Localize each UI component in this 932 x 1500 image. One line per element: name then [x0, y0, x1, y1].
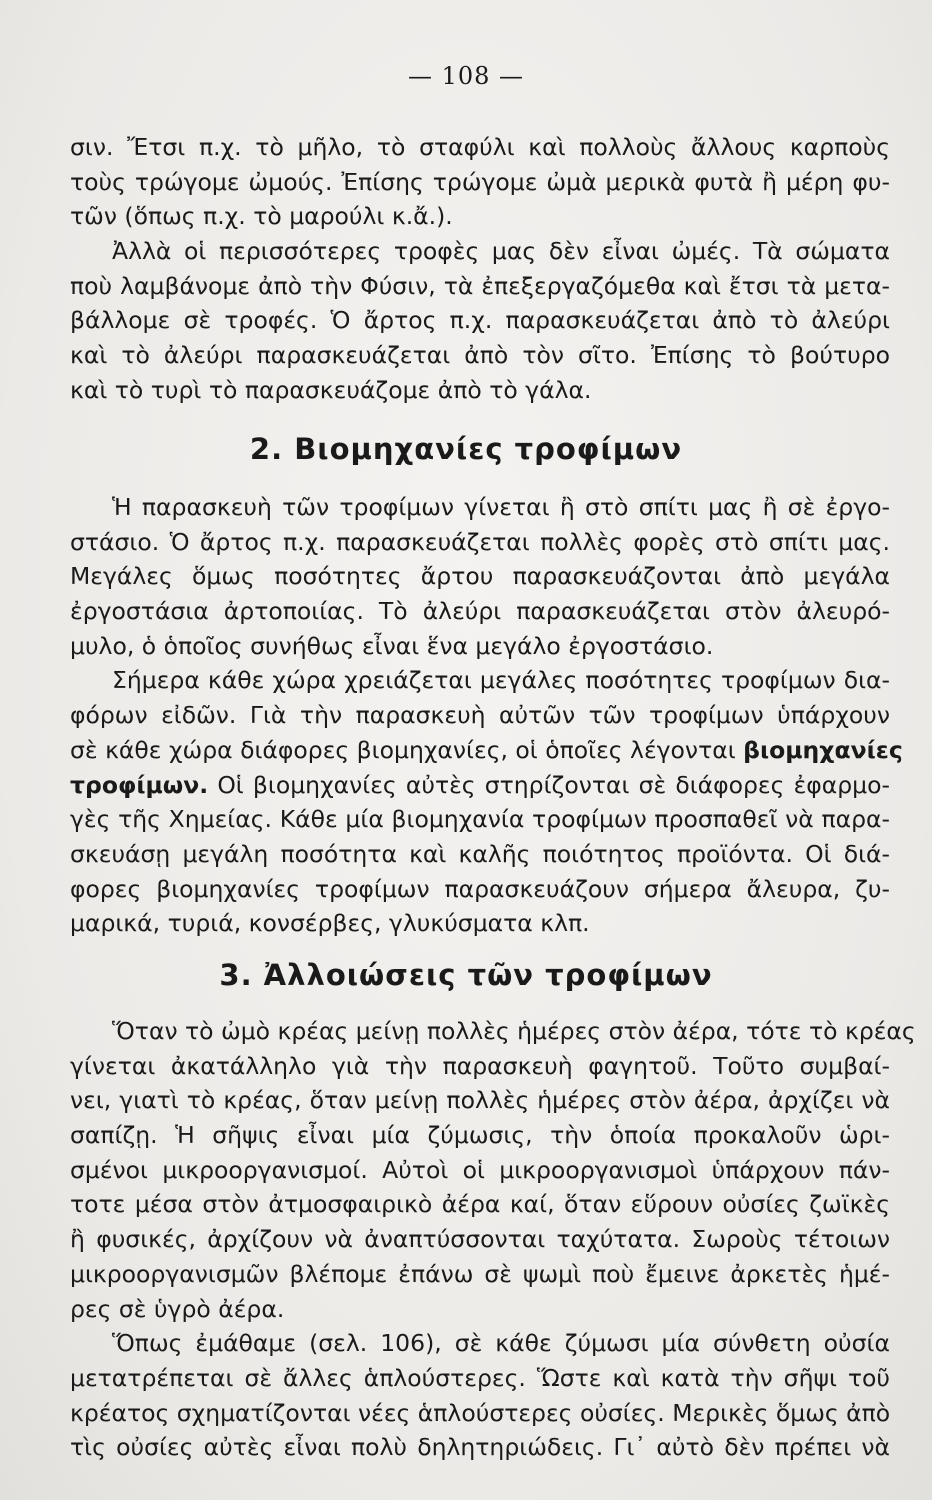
- section-heading-food-spoilage: 3. Ἀλλοιώσεις τῶν τροφίμων: [219, 958, 713, 992]
- text-line: νει, γιατὶ τὸ κρέας, ὅταν μείνῃ πολλὲς ἡμέρες στὸν ἀέρα, ἀρχίζει νὰ: [70, 1086, 890, 1115]
- section-heading-food-industries: 2. Βιομηχανίες τροφίμων: [249, 432, 683, 466]
- text-line: σαπίζῃ. Ἡ σῆψις εἶναι μία ζύμωσις, τὴν ὁποία προκαλοῦν ὡρι-: [70, 1121, 890, 1150]
- text-segment: Οἱ βιομηχανίες αὐτὲς στηρίζονται σὲ διάφορες ἐφαρμο-: [217, 770, 890, 799]
- text-line: [70, 733, 903, 768]
- text-line: τοτε μέσα στὸν ἀτμοσφαιρικὸ ἀέρα καί, ὅταν εὕρουν οὐσίες ζωϊκὲς: [70, 1190, 890, 1219]
- text-line: φορες βιομηχανίες τροφίμων παρασκευάζουν σήμερα ἄλευρα, ζυ-: [70, 874, 890, 903]
- text-line: τοὺς τρώγομε ὠμούς. Ἐπίσης τρώγομε ὠμὰ μερικὰ φυτὰ ἢ μέρη φυ-: [70, 167, 890, 196]
- text-line: φόρων εἰδῶν. Γιὰ τὴν παρασκευὴ αὐτῶν τῶν τροφίμων ὑπάρχουν: [70, 701, 890, 730]
- text-line: γὲς τῆς Χημείας. Κάθε μία βιομηχανία τροφίμων προσπαθεῖ νὰ παρα-: [70, 805, 890, 834]
- text-line: Μεγάλες ὅμως ποσότητες ἄρτου παρασκευάζονται ἀπὸ μεγάλα: [70, 562, 890, 591]
- bold-term: βιομηχανίες: [743, 735, 903, 764]
- text-line: σμένοι μικροοργανισμοί. Αὐτοὶ οἱ μικροοργανισμοὶ ὑπάρχουν πάν-: [70, 1155, 890, 1184]
- text-line: ἐργοστάσια ἀρτοποιίας. Τὸ ἀλεύρι παρασκευάζεται στὸν ἀλευρό-: [70, 597, 890, 626]
- text-line: μαρικά, τυριά, κονσέρβες, γλυκύσματα κλπ.: [70, 909, 590, 938]
- text-line: [70, 768, 890, 803]
- text-line: μυλο, ὁ ὁποῖος συνήθως εἶναι ἕνα μεγάλο ἐργοστάσιο.: [70, 631, 714, 660]
- text-line: ποὺ λαμβάνομε ἀπὸ τὴν Φύσιν, τὰ ἐπεξεργαζόμεθα καὶ ἔτσι τὰ μετα-: [70, 271, 890, 300]
- text-line: Ἀλλὰ οἱ περισσότερες τροφὲς μας δὲν εἶναι ὠμές. Τὰ σώματα: [112, 237, 890, 266]
- text-line: τὶς οὐσίες αὐτὲς εἶναι πολὺ δηλητηριώδεις. Γι᾽ αὐτὸ δὲν πρέπει νὰ: [70, 1433, 890, 1462]
- text-line: τῶν (ὅπως π.χ. τὸ μαρούλι κ.ἄ.).: [70, 202, 453, 231]
- text-line: καὶ τὸ τυρὶ τὸ παρασκευάζομε ἀπὸ τὸ γάλα.: [70, 375, 592, 404]
- text-line: μικροοργανισμῶν βλέπομε ἐπάνω σὲ ψωμὶ ποὺ ἔμεινε ἀρκετὲς ἡμέ-: [70, 1259, 890, 1288]
- text-line: ρες σὲ ὑγρὸ ἀέρα.: [70, 1294, 285, 1323]
- text-segment: σὲ κάθε χώρα διάφορες βιομηχανίες, οἱ ὁποῖες λέγονται: [70, 735, 736, 764]
- text-line: μετατρέπεται σὲ ἄλλες ἁπλούστερες. Ὥστε καὶ κατὰ τὴν σῆψι τοῦ: [70, 1363, 890, 1392]
- text-line: γίνεται ἀκατάλληλο γιὰ τὴν παρασκευὴ φαγητοῦ. Τοῦτο συμβαί-: [70, 1051, 890, 1080]
- text-line: στάσιο. Ὁ ἄρτος π.χ. παρασκευάζεται πολλὲς φορὲς στὸ σπίτι μας.: [70, 527, 890, 556]
- text-line: Σήμερα κάθε χώρα χρειάζεται μεγάλες ποσότητες τροφίμων δια-: [112, 666, 890, 695]
- text-line: Ἡ παρασκευὴ τῶν τροφίμων γίνεται ἢ στὸ σπίτι μας ἢ σὲ ἐργο-: [112, 493, 890, 521]
- text-line: σιν. Ἔτσι π.χ. τὸ μῆλο, τὸ σταφύλι καὶ πολλοὺς ἄλλους καρποὺς: [70, 133, 890, 161]
- text-line: ἢ φυσικές, ἀρχίζουν νὰ ἀναπτύσσονται ταχύτατα. Σωροὺς τέτοιων: [70, 1225, 890, 1254]
- text-line: σκευάσῃ μεγάλη ποσότητα καὶ καλῆς ποιότητος προϊόντα. Οἱ διά-: [70, 839, 890, 868]
- text-line: κρέατος σχηματίζονται νέες ἁπλούστερες οὐσίες. Μερικὲς ὅμως ἀπὸ: [70, 1398, 891, 1427]
- text-line: βάλλομε σὲ τροφές. Ὁ ἄρτος π.χ. παρασκευάζεται ἀπὸ τὸ ἀλεύρι: [70, 306, 890, 335]
- food-spoilage-paragraphs: [70, 1014, 916, 1465]
- text-line: Ὅπως ἐμάθαμε (σελ. 106), σὲ κάθε ζύμωσι μία σύνθετη οὐσία: [112, 1329, 890, 1358]
- intro-paragraphs: [70, 130, 890, 408]
- text-line: καὶ τὸ ἀλεύρι παρασκευάζεται ἀπὸ τὸν σῖτο. Ἐπίσης τὸ βούτυρο: [70, 341, 890, 370]
- text-line: Ὅταν τὸ ὠμὸ κρέας μείνῃ πολλὲς ἡμέρες στὸν ἀέρα, τότε τὸ κρέας: [112, 1017, 916, 1045]
- bold-term: τροφίμων.: [70, 770, 209, 799]
- food-industries-paragraphs: [70, 490, 903, 941]
- page-number: — 108 —: [407, 62, 525, 90]
